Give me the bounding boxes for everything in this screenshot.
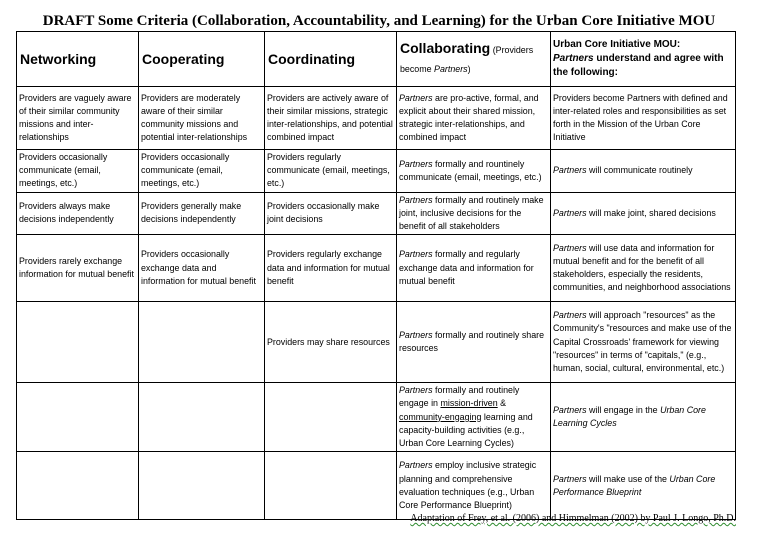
cell-coordinating-empty — [265, 383, 397, 452]
mission-driven-term: mission-driven — [440, 398, 498, 409]
cell-networking: Providers rarely exchange information for mutual benefit — [17, 235, 139, 302]
table-row — [17, 192, 736, 235]
cell-networking: Providers are vaguely aware of their similar community missions and inter-relationships — [17, 87, 139, 150]
cell-mou: Partners will make use of the Urban Core Performance Blueprint — [551, 452, 736, 520]
cell-networking: Providers occasionally communicate (email, meetings, etc.) — [17, 150, 139, 193]
cell-coordinating: Providers occasionally make joint decisions — [265, 192, 397, 235]
header-mou: Urban Core Initiative MOU: Partners understand and agree with the following: — [551, 32, 736, 87]
criteria-table — [16, 31, 736, 520]
cell-mou: Partners will use data and information for mutual benefit and for the benefit of all stakeholders, especially the residents, communities, and neighborhood associations — [551, 235, 736, 302]
cell-collaborating: Partners formally and routinely engage in mission-driven & community-engaging learning and capacity-building activities (e.g., Urban Core Learning Cycles) — [397, 383, 551, 452]
cell-cooperating-empty — [139, 452, 265, 520]
header-collaborating-label: Collaborating — [400, 40, 491, 56]
cell-cooperating: Providers occasionally exchange data and information for mutual benefit — [139, 235, 265, 302]
header-row — [17, 32, 736, 87]
table-row — [17, 150, 736, 193]
table-row — [17, 235, 736, 302]
cell-coordinating: Providers may share resources — [265, 302, 397, 383]
cell-collaborating: Partners formally and rountinely communicate (email, meetings, etc.) — [397, 150, 551, 193]
cell-networking-empty — [17, 452, 139, 520]
cell-coordinating: Providers regularly communicate (email, meetings, etc.) — [265, 150, 397, 193]
cell-cooperating: Providers generally make decisions independently — [139, 192, 265, 235]
cell-cooperating: Providers occasionally communicate (email, meetings, etc.) — [139, 150, 265, 193]
header-networking: Networking — [17, 32, 139, 87]
cell-collaborating: Partners are pro-active, formal, and explicit about their shared mission, strategic inter-relationships, and combined impact — [397, 87, 551, 150]
cell-collaborating: Partners formally and regularly exchange data and information for mutual benefit — [397, 235, 551, 302]
table-row — [17, 452, 736, 520]
cell-collaborating: Partners employ inclusive strategic planning and comprehensive evaluation techniques (e.g., Urban Core Performance Blueprint) — [397, 452, 551, 520]
header-coordinating: Coordinating — [265, 32, 397, 87]
cell-coordinating: Providers are actively aware of their similar missions, strategic inter-relationships, and potential combined impact — [265, 87, 397, 150]
cell-collaborating: Partners formally and routinely make joint, inclusive decisions for the benefit of all stakeholders — [397, 192, 551, 235]
header-collaborating-note: (Providers become Partners) — [400, 45, 534, 74]
cell-cooperating: Providers are moderately aware of their similar community missions and potential inter-relationships — [139, 87, 265, 150]
cell-networking-empty — [17, 383, 139, 452]
cell-cooperating-empty — [139, 302, 265, 383]
cell-cooperating-empty — [139, 383, 265, 452]
table-row — [17, 87, 736, 150]
header-cooperating: Cooperating — [139, 32, 265, 87]
cell-mou: Partners will approach "resources" as the Community's "resources and make use of the Capital Crossroads' framework for viewing "resources" in terms of "capitals," (e.g., human, social, cultural, environmental, etc.) — [551, 302, 736, 383]
cell-mou: Providers become Partners with defined and inter-related roles and responsibilities as set forth in the Mission of the Urban Core Initiative — [551, 87, 736, 150]
table-row — [17, 383, 736, 452]
table-row — [17, 302, 736, 383]
cell-networking: Providers always make decisions independently — [17, 192, 139, 235]
cell-mou: Partners will engage in the Urban Core Learning Cycles — [551, 383, 736, 452]
cell-mou: Partners will communicate routinely — [551, 150, 736, 193]
footer-citation: Adaptation of Frey, et al. (2006) and Himmelman (2002) by Paul J. Longo, Ph.D. — [410, 513, 736, 524]
header-collaborating — [397, 32, 551, 87]
cell-collaborating: Partners formally and routinely share resources — [397, 302, 551, 383]
cell-coordinating-empty — [265, 452, 397, 520]
community-engaging-term: community-engaging — [399, 411, 482, 422]
cell-coordinating: Providers regularly exchange data and information for mutual benefit — [265, 235, 397, 302]
page-title: DRAFT Some Criteria (Collaboration, Accountability, and Learning) for the Urban Core Initiative MOU — [42, 13, 716, 29]
cell-networking-empty — [17, 302, 139, 383]
header-mou-line1: Urban Core Initiative MOU: — [553, 39, 681, 50]
cell-mou: Partners will make joint, shared decisions — [551, 192, 736, 235]
